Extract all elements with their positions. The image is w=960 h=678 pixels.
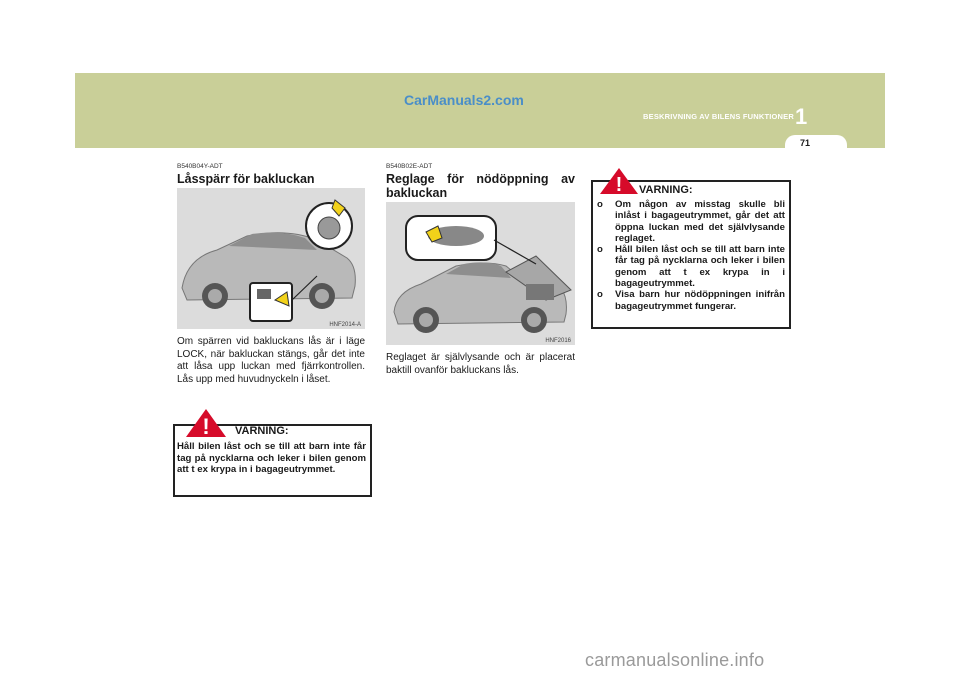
car-illustration [386,202,575,345]
left-section-header [177,163,365,186]
chapter-title: BESKRIVNING AV BILENS FUNKTIONER [643,112,794,121]
left-warning-box [173,414,372,497]
middle-body: Reglaget är självlysande och är placerat baktill ovanför bakluckans lås. [386,352,575,376]
section-heading: Reglage för nödöppning av bakluckan [386,172,575,200]
warning-bullet: o Håll bilen låst och se till att barn inte får tag på nycklarna och leker i bilen genom att t ex krypa in i bagageutrymmet. [597,244,785,290]
trunk-open-photo [386,202,575,345]
warning-title: VARNING: [235,425,289,437]
image-code: HNF2016 [545,338,571,344]
middle-section-header [386,163,575,200]
header-band [75,73,885,148]
warning-bullet: o Visa barn hur nödöppningen inifrån bagageutrymmet fungerar. [597,289,785,312]
warning-bullet: o Om någon av misstag skulle bli inlåst i bagageutrymmet, går det att öppna luckan med det självlysande reglaget. [597,199,785,244]
svg-text:!: ! [615,174,623,195]
page-number: 71 [799,138,810,148]
warning-triangle-icon [599,167,639,195]
car-rear-photo [177,188,365,329]
left-body: Om spärren vid bakluckans lås är i läge LOCK, när bakluckan stängs, går det inte att låsa upp luckan med fjärrkontrollen. Lås upp med huvudnyckeln i låset. [177,336,365,385]
warning-bullet-list [595,199,785,312]
image-code: HNF2014-A [329,322,361,328]
chapter-number: 1 [795,104,808,129]
warning-text: Håll bilen låst och se till att barn inte får tag på nycklarna och leker i bilen genom att t ex krypa in i bagageutrymmet. [177,441,366,475]
section-heading: Låsspärr för bakluckan [177,172,315,186]
car-illustration [177,188,365,329]
warning-triangle-icon [185,408,227,438]
section-code: B540B02E-ADT [386,163,433,170]
footer-watermark[interactable]: carmanualsonline.info [585,650,765,670]
svg-text:!: ! [202,414,210,438]
section-code: B540B04Y-ADT [177,163,223,170]
site-watermark[interactable]: CarManuals2.com [404,92,524,108]
warning-title: VARNING: [639,184,693,196]
right-warning-box [591,174,791,329]
